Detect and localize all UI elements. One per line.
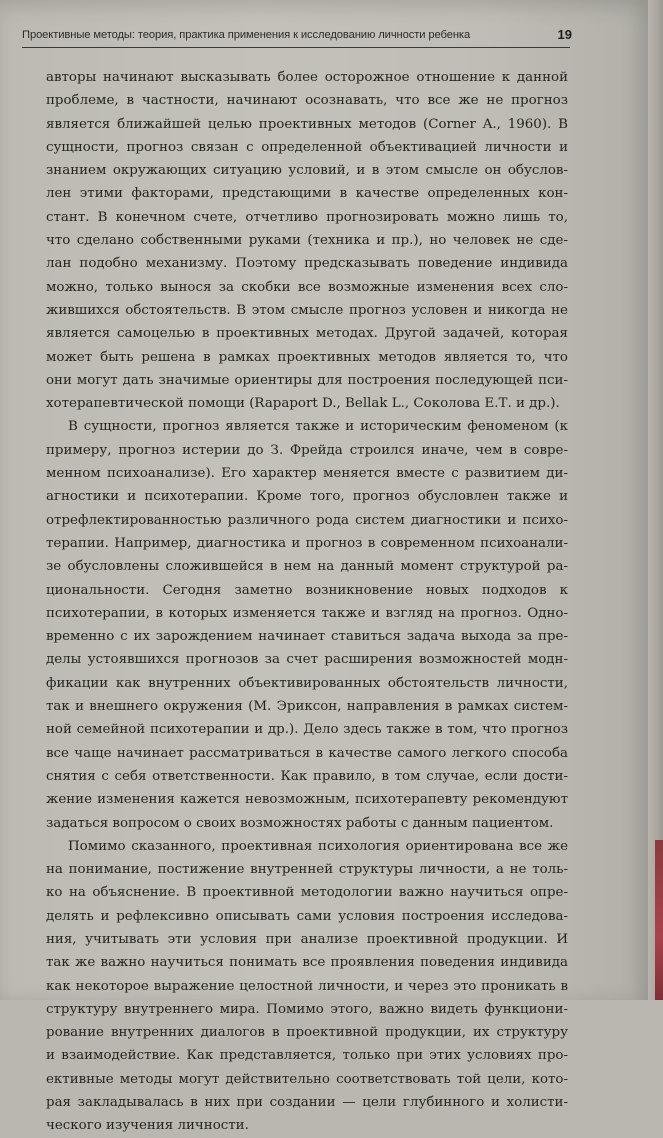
text-line: структуру внутреннего мира. Помимо этого, важно видеть функциони- (46, 1001, 568, 1017)
text-line: стант. В конечном счете, отчетливо прогнозировать можно лишь то, (46, 209, 568, 225)
paragraph-1 (46, 66, 568, 415)
text-line: ния, учитывать эти условия при анализе проективной продукции. И (46, 931, 568, 947)
text-line: агностики и психотерапии. Кроме того, прогноз обусловлен также и (46, 489, 568, 505)
text-line: фикации как внутренних объективированных обстоятельств личности, (46, 675, 568, 691)
text-line: сущности, прогноз связан с определенной объективацией личности и (46, 139, 568, 155)
text-line: рая закладывалась в них при создании — цели глубинного и холисти- (46, 1095, 568, 1111)
page-number: 19 (557, 27, 572, 42)
text-line: ной семейной психотерапии и др.). Дело здесь также в том, что прогноз (46, 722, 568, 738)
text-line: что сделано собственными руками (техника и пр.), но человек не сде- (46, 233, 568, 249)
text-line: проблеме, в частности, начинают осознавать, что все же не прогноз (46, 93, 568, 109)
text-line: временно с их зарождением начинает ставиться задача выхода за пре- (46, 629, 568, 645)
running-title: Проективные методы: теория, практика применения к исследованию личности ребенка (22, 29, 471, 41)
text-line: делы устоявшихся прогнозов за счет расширения возможностей модн- (46, 652, 568, 668)
text-line: так и внешнего окружения (М. Эриксон, направления в рамках систем- (46, 699, 568, 715)
text-line: жение изменения кажется невозможным, психотерапевту рекомендуют (46, 792, 568, 808)
text-line: терапии. Например, диагностика и прогноз в современном психоанали- (46, 535, 568, 551)
text-line: можно, только вынося за скобки все возможные изменения всех сло- (46, 279, 568, 295)
text-line: авторы начинают высказывать более осторожное отношение к данной (46, 70, 568, 85)
text-line: все чаще начинает рассматриваться в качестве самого легкого способа (46, 745, 568, 761)
text-line: хотерапевтической помощи (Rapaport D., Bellak L., Соколова Е.Т. и др.). (46, 396, 560, 412)
text-line: Помимо сказанного, проективная психология ориентирована все же (68, 838, 568, 854)
text-line: менном психоанализе). Его характер меняется вместе с развитием ди- (46, 466, 568, 482)
header-rule (22, 47, 570, 48)
text-line: на понимание, постижение внутренней структуры личности, а не толь- (46, 862, 568, 878)
page-header (22, 29, 572, 47)
text-line: снятия с себя ответственности. Как правило, в том случае, если дости- (46, 768, 568, 784)
text-line: жившихся обстоятельств. В этом смысле прогноз условен и никогда не (46, 302, 568, 318)
text-line: отрефлектированностью различного рода систем диагностики и психо- (46, 512, 568, 528)
text-line: В сущности, прогноз является также и историческим феноменом (к (68, 419, 568, 435)
paragraph-3 (46, 835, 568, 1138)
text-line: примеру, прогноз истерии до З. Фрейда строился иначе, чем в совре- (46, 442, 568, 458)
text-line: является ближайшей целью проективных методов (Corner A., 1960). В (46, 116, 568, 132)
text-line: делять и рефлексивно описывать сами условия построения исследова- (46, 908, 568, 924)
text-line: знанием окружающих ситуацию условий, и в этом смысле он обуслов- (46, 163, 568, 179)
text-line: может быть решена в рамках проективных методов является то, что (46, 349, 568, 365)
text-line: и взаимодействие. Как представляется, только при этих условиях про- (46, 1048, 568, 1064)
text-line: циональности. Сегодня заметно возникновение новых подходов к (46, 582, 568, 598)
text-line: ективные методы могут действительно соответствовать той цели, кото- (46, 1071, 568, 1087)
paragraph-2 (46, 415, 568, 834)
text-line: так же важно научиться понимать все проявления поведения индивида (46, 955, 568, 971)
text-line: лен этими факторами, предстающими в качестве определенных кон- (46, 186, 568, 202)
text-line: ческого изучения личности. (46, 1118, 249, 1134)
text-line: лан подобно механизму. Поэтому предсказывать поведение индивида (46, 256, 568, 272)
text-line: зе обусловлены сложившейся в нем на данный момент структурой ра- (46, 559, 568, 575)
text-line: ко на объяснение. В проективной методологии важно научиться опре- (46, 885, 568, 901)
text-line: является самоцелью в проективных методах. Другой задачей, которая (46, 326, 568, 342)
book-cover-edge (655, 840, 663, 1000)
text-line: задаться вопросом о своих возможностях работы с данным пациентом. (46, 815, 554, 831)
text-line: как некоторое выражение целостной личности, и через это проникать в (46, 978, 568, 994)
text-line: рование внутренних диалогов в проективной продукции, их структуру (46, 1025, 568, 1041)
body-text (46, 66, 568, 1138)
text-line: они могут дать значимые ориентиры для построения последующей пси- (46, 372, 568, 388)
text-line: психотерапии, в которых изменяется также и взгляд на прогноз. Одно- (46, 605, 568, 621)
